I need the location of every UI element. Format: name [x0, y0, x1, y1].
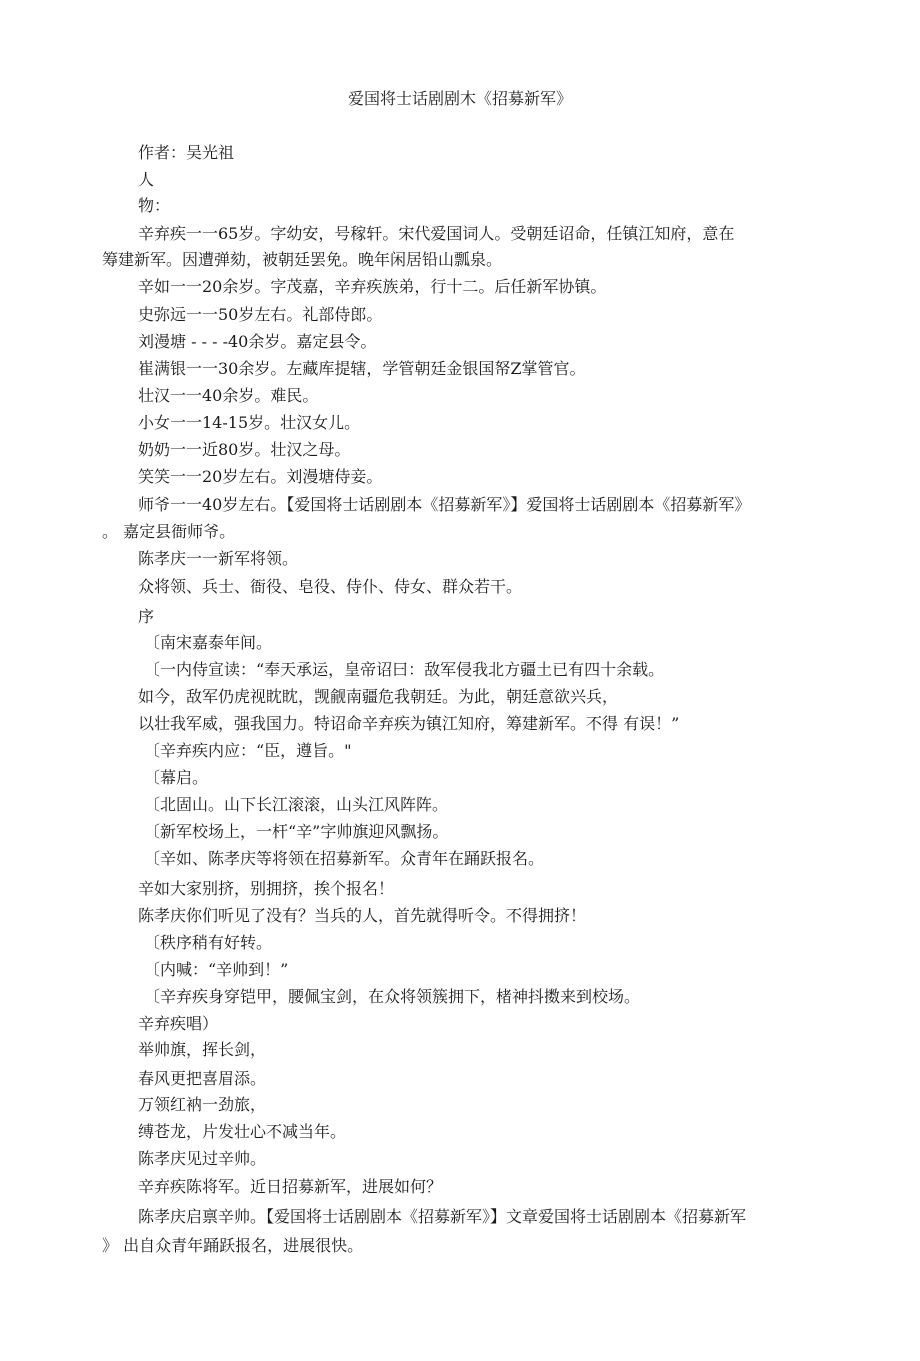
lyric-line: 缚苍龙，片发壮心不减当年。 — [138, 1122, 347, 1141]
dialogue-line: 陈孝庆见过辛帅。 — [138, 1149, 267, 1168]
character-line: 小女一一14-15岁。壮汉女儿。 — [138, 413, 361, 432]
character-line: 崔满银一一30余岁。左藏库提辖，学管朝廷金银国帑Z掌管官。 — [138, 359, 586, 378]
text-line: 人 — [138, 170, 155, 189]
text-line: 如今，敌军仍虎视眈眈，觊觎南疆危我朝廷。为此，朝廷意欲兴兵， — [138, 687, 619, 706]
text-line: 物： — [138, 196, 171, 215]
dialogue-line: 陈孝庆启禀辛帅。【爱国将士话剧剧本《招募新军》】文章爱国将士话剧剧本《招募新军 — [138, 1207, 747, 1226]
text-line: 以壮我军威，强我国力。特诏命辛弃疾为镇江知府，筹建新军。不得 有误！” — [138, 714, 680, 733]
stage-direction: 〔幕启。 — [144, 768, 209, 787]
character-line: 辛如一一20余岁。字茂嘉，辛弃疾族弟，行十二。后任新军协镇。 — [138, 277, 607, 296]
character-line: 笑笑一一20岁左右。刘漫塘侍妾。 — [138, 467, 383, 486]
stage-direction: 〔一内侍宣读：“奉天承运，皇帝诏曰：敌军侵我北方疆土已有四十余载。 — [144, 660, 665, 679]
stage-direction: 〔南宋嘉泰年间。 — [144, 633, 273, 652]
stage-direction: 〔秩序稍有好转。 — [144, 933, 273, 952]
lyric-line: 万领红衲一劲旅， — [138, 1095, 267, 1114]
character-line: 壮汉一一40余岁。难民。 — [138, 386, 319, 405]
character-line: 刘漫塘 - - - -40余岁。嘉定县令。 — [138, 332, 377, 351]
dialogue-line: 辛如大家别挤，别拥挤，挨个报名！ — [138, 879, 395, 898]
lyric-line: 春风更把喜眉添。 — [138, 1069, 267, 1088]
character-line: 史弥远一一50岁左右。礼部侍郎。 — [138, 305, 383, 324]
dialogue-line: 辛弃疾陈将军。近日招募新军，进展如何？ — [138, 1177, 443, 1196]
stage-direction: 〔辛如、陈孝庆等将领在招募新军。众青年在踊跃报名。 — [144, 849, 545, 868]
stage-direction: 〔辛弃疾内应：“臣，遵旨。" — [144, 741, 352, 760]
dialogue-line: 辛弃疾唱） — [138, 1014, 219, 1033]
stage-direction: 〔新军校场上，一杆“辛”字帅旗迎风飘扬。 — [144, 822, 449, 841]
section-heading: 序 — [138, 607, 155, 626]
character-line: 。 嘉定县衙师爷。 — [102, 522, 236, 541]
lyric-line: 举帅旗，挥长剑， — [138, 1040, 267, 1059]
stage-direction: 〔内喊：“辛帅到！” — [144, 960, 289, 979]
character-line: 奶奶一一近80岁。壮汉之母。 — [138, 440, 351, 459]
dialogue-line: 》 出自众青年踊跃报名，进展很快。 — [102, 1236, 364, 1255]
document-title: 爱国将士话剧剧木《招募新军》 — [347, 89, 572, 108]
character-line: 众将领、兵士、衙役、皂役、侍仆、侍女、群众若干。 — [138, 577, 523, 596]
stage-direction: 〔辛弃疾身穿铠甲，腰佩宝剑，在众将领簇拥下，楮神抖擞来到校场。 — [144, 987, 641, 1006]
character-line: 师爷一一40岁左右。【爱国将士话剧剧本《招募新军》】爱国将士话剧剧本《招募新军》 — [138, 495, 751, 514]
character-line: 筹建新军。因遭弹劾，被朝廷罢免。晚年闲居铅山瓢泉。 — [102, 250, 503, 269]
character-line: 辛弃疾一一65岁。字幼安，号稼轩。宋代爱国词人。受朝廷诏命，任镇江知府，意在 — [138, 224, 735, 243]
author-line: 作者：吴光祖 — [138, 143, 235, 162]
dialogue-line: 陈孝庆你们听见了没有？当兵的人，首先就得听令。不得拥挤！ — [138, 906, 587, 925]
character-line: 陈孝庆一一新军将领。 — [138, 549, 299, 568]
stage-direction: 〔北固山。山下长江滚滚，山头江风阵阵。 — [144, 795, 449, 814]
